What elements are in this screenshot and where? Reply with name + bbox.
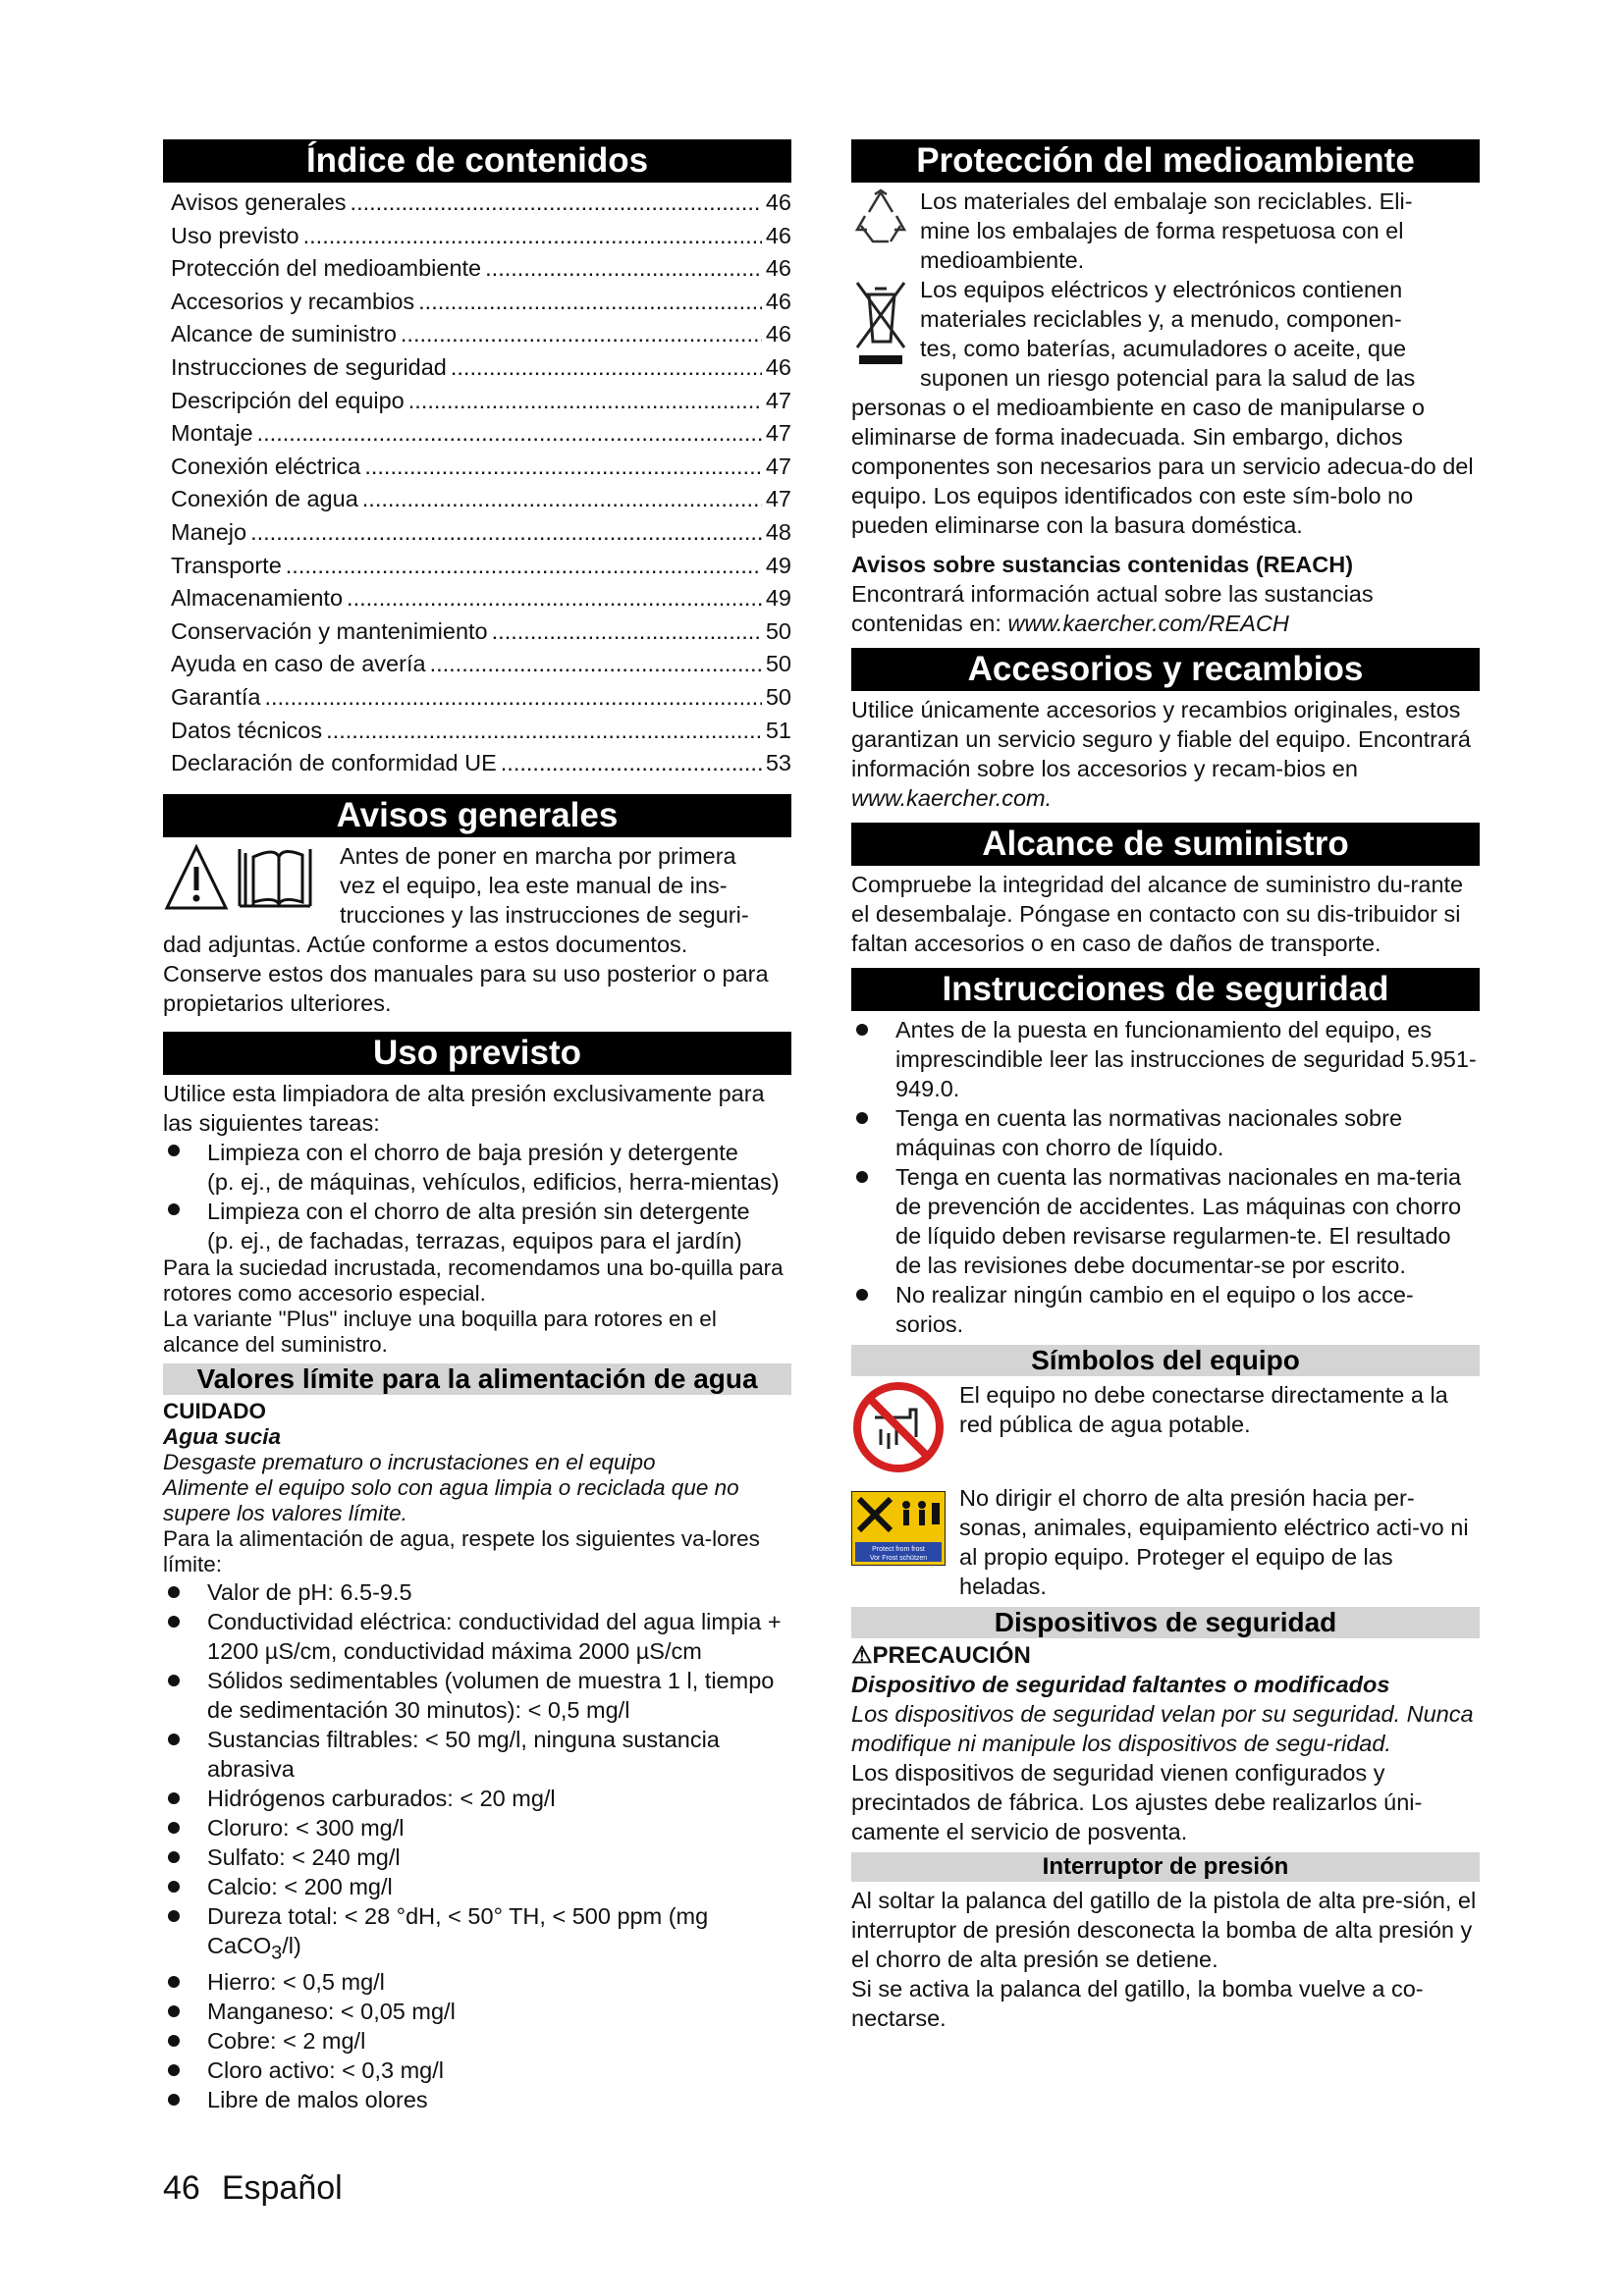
valores-heading: Valores límite para la alimentación de agua: [163, 1363, 791, 1395]
valores-intro: Para la alimentación de agua, respete los siguientes va-lores límite:: [163, 1525, 760, 1576]
interruptor-heading: Interruptor de presión: [851, 1852, 1480, 1882]
toc-entry-page: 53: [765, 750, 791, 776]
toc-entry-page: 46: [765, 288, 791, 314]
toc-leader: [485, 252, 762, 286]
toc-leader: [326, 715, 762, 748]
dispositivos-warn-title: Dispositivo de seguridad faltantes o modificados: [851, 1672, 1390, 1697]
toc-entry: [171, 351, 791, 385]
valores-warn-title: Agua sucia: [163, 1423, 282, 1449]
valores-item: Valor de pH: 6.5-9.5: [163, 1577, 791, 1607]
weee-line: suponen un riesgo potencial para la salud de las: [920, 365, 1416, 391]
dispositivos-heading: Dispositivos de seguridad: [851, 1607, 1480, 1638]
reach-text: Encontrará información actual sobre las sustancias contenidas en: www.kaercher.com/REACH: [851, 581, 1374, 636]
valores-item: Dureza total: < 28 °dH, < 50° TH, < 500 ppm (mg CaCO$_3$/l): [163, 1901, 791, 1968]
footer-language: Español: [221, 2169, 343, 2207]
symbol-no-drinking-water: [851, 1380, 1480, 1479]
toc-leader: [351, 187, 762, 220]
toc-entry-label: Ayuda en caso de avería: [171, 651, 426, 677]
left-column: [163, 139, 791, 2114]
toc-leader: [364, 451, 762, 484]
toc-entry-page: 50: [765, 683, 791, 710]
reach-title: Avisos sobre sustancias contenidas (REACH): [851, 552, 1354, 577]
toc-entry-page: 46: [765, 189, 791, 215]
toc-entry-label: Almacenamiento: [171, 585, 344, 612]
interruptor-p2: Si se activa la palanca del gatillo, la bomba vuelve a co-nectarse.: [851, 1976, 1424, 2031]
symbol-text: El equipo no debe conectarse directamente a la red pública de agua potable.: [959, 1382, 1448, 1437]
instrucciones-item: No realizar ningún cambio en el equipo o los acce-sorios.: [851, 1280, 1480, 1339]
reach-url: www.kaercher.com/REACH: [1007, 611, 1289, 636]
toc-entry: [171, 648, 791, 681]
uso-p1: Para la suciedad incrustada, recomendamos una bo-quilla para rotores como accesorio especial.: [163, 1255, 784, 1306]
toc-leader: [257, 417, 762, 451]
toc-entry-label: Avisos generales: [171, 189, 347, 215]
symbol-no-spray: [851, 1483, 1480, 1601]
instrucciones-item: Tenga en cuenta las normativas nacionales sobre máquinas con chorro de líquido.: [851, 1103, 1480, 1162]
weee-line: tes, como baterías, acumuladores o aceite, que: [920, 336, 1407, 361]
toc-entry-label: Uso previsto: [171, 222, 299, 248]
valores-item: Cloruro: < 300 mg/l: [163, 1813, 791, 1842]
accesorios-url: www.kaercher.com.: [851, 785, 1053, 811]
weee-line: Los equipos eléctricos y electrónicos contienen: [920, 277, 1403, 302]
uso-bullets: [163, 1138, 791, 1255]
toc-entry-label: Montaje: [171, 420, 253, 447]
toc-entry-label: Accesorios y recambios: [171, 288, 415, 314]
toc-entry-page: 47: [765, 486, 791, 512]
toc-entry: [171, 582, 791, 615]
toc-entry-label: Instrucciones de seguridad: [171, 353, 447, 380]
valores-item: Cobre: < 2 mg/l: [163, 2026, 791, 2056]
toc-entry: [171, 483, 791, 516]
toc-entry: [171, 516, 791, 550]
interruptor-p1: Al soltar la palanca del gatillo de la pistola de alta pre-sión, el interruptor de presión desconecta la bomba de alta presión y el chorro de alta presión se detiene.: [851, 1888, 1477, 1972]
accesorios-text: Utilice únicamente accesorios y recambios originales, estos garantizan un servicio seguro y fiable del equipo. Encontrará información sobre los accesorios y recam-bios en www.kaercher.com.: [851, 697, 1471, 811]
instrucciones-item: Tenga en cuenta las normativas nacionales en ma-teria de prevención de accidentes. Las máquinas con chorro de líquido deben revisarse regularmen-te. El resultado de las revisiones debe documentar-se por escrito.: [851, 1162, 1480, 1280]
uso-intro: Utilice esta limpiadora de alta presión exclusivamente para las siguientes tareas:: [163, 1080, 765, 1136]
valores-warn-action: Alimente el equipo solo con agua limpia o reciclada que no supere los valores límite.: [163, 1474, 739, 1525]
label-frost-de: Vor Frost schützen: [869, 1555, 928, 1562]
toc-entry-label: Conexión eléctrica: [171, 453, 361, 479]
recycle-line: medioambiente.: [920, 247, 1085, 273]
toc-leader: [430, 648, 762, 681]
toc-entry-page: 47: [765, 420, 791, 447]
instrucciones-heading: Instrucciones de seguridad: [851, 968, 1480, 1011]
toc-leader: [362, 483, 762, 516]
toc-entry-page: 48: [765, 518, 791, 545]
valores-item: Manganeso: < 0,05 mg/l: [163, 1997, 791, 2026]
label-frost-en: Protect from frost: [872, 1546, 925, 1553]
uso-p2: La variante "Plus" incluye una boquilla para rotores en el alcance del suministro.: [163, 1306, 717, 1357]
recycle-icon: [851, 187, 910, 245]
toc-entry: [171, 681, 791, 715]
alcance-heading: Alcance de suministro: [851, 823, 1480, 866]
valores-list: [163, 1577, 791, 2115]
valores-item: Sólidos sedimentables (volumen de muestra 1 l, tiempo de sedimentación 30 minutos): < 0,5 mg/l: [163, 1666, 791, 1725]
valores-warn-label: CUIDADO: [163, 1398, 266, 1423]
alcance-text: Compruebe la integridad del alcance de suministro du-rante el desembalaje. Póngase en contacto con su dis-tribuidor si faltan accesorios o en caso de daños de transporte.: [851, 872, 1464, 956]
recycle-line: mine los embalajes de forma respetuosa con el: [920, 218, 1404, 243]
recycle-line: Los materiales del embalaje son reciclables. Eli-: [920, 188, 1413, 214]
avisos-body: dad adjuntas. Actúe conforme a estos documentos. Conserve estos dos manuales para su uso posterior o para propietarios ulteriores.: [163, 931, 769, 1016]
toc-leader: [347, 582, 762, 615]
valores-item: Calcio: < 200 mg/l: [163, 1872, 791, 1901]
toc-leader: [250, 516, 762, 550]
toc-entry: [171, 550, 791, 583]
toc-leader: [286, 550, 762, 583]
instrucciones-item: Antes de la puesta en funcionamiento del equipo, es imprescindible leer las instrucciones de seguridad 5.951-949.0.: [851, 1015, 1480, 1103]
toc-entry: [171, 286, 791, 319]
toc-leader: [418, 286, 762, 319]
no-drinking-water-icon: [851, 1380, 946, 1474]
weee-line: materiales reciclables y, a menudo, componen-: [920, 306, 1402, 332]
symbol-text: No dirigir el chorro de alta presión hacia per-sonas, animales, equipamiento eléctrico acti-vo ni al propio equipo. Proteger el equipo de las heladas.: [959, 1485, 1469, 1599]
toc-entry-page: 49: [765, 585, 791, 612]
simbolos-heading: Símbolos del equipo: [851, 1345, 1480, 1376]
toc-leader: [401, 318, 762, 351]
toc-entry-page: 46: [765, 321, 791, 347]
accesorios-heading: Accesorios y recambios: [851, 648, 1480, 691]
toc-heading: Índice de contenidos: [163, 139, 791, 183]
toc-entry-label: Protección del medioambiente: [171, 255, 482, 282]
valores-item: Hierro: < 0,5 mg/l: [163, 1967, 791, 1997]
toc-entry: [171, 451, 791, 484]
toc-leader: [408, 385, 762, 418]
toc-entry-label: Manejo: [171, 518, 247, 545]
toc-entry-label: Conservación y mantenimiento: [171, 617, 488, 644]
valores-item: Conductividad eléctrica: conductividad del agua limpia + 1200 µS/cm, conductividad máxima 2000 µS/cm: [163, 1607, 791, 1666]
toc-entry-page: 46: [765, 222, 791, 248]
no-spray-frost-label-icon: [851, 1491, 946, 1566]
toc-entry-page: 46: [765, 353, 791, 380]
toc-entry: [171, 417, 791, 451]
toc-entry-page: 47: [765, 453, 791, 479]
crossed-bin-icon: [851, 275, 910, 373]
uso-bullet: Limpieza con el chorro de alta presión sin detergente (p. ej., de fachadas, terrazas, equipos para el jardín): [163, 1197, 791, 1255]
warning-book-icon: [163, 841, 340, 920]
warning-triangle-icon: ⚠: [851, 1642, 873, 1669]
weee-body: personas o el medioambiente en caso de manipularse o eliminarse de forma inadecuada. Sin embargo, dichos componentes son necesarios para un servicio adecua-do del equipo. Los equipos identificados con este sím-bolo no pueden eliminarse con la basura doméstica.: [851, 395, 1474, 538]
avisos-intro-line: vez el equipo, lea este manual de ins-: [340, 872, 728, 898]
toc-entry: [171, 747, 791, 780]
toc-entry-page: 47: [765, 387, 791, 413]
dispositivos-body: Los dispositivos de seguridad vienen configurados y precintados de fábrica. Los ajustes debe realizarlos úni-camente el servicio de posventa.: [851, 1760, 1423, 1844]
toc-leader: [501, 747, 762, 780]
valores-item: Hidrógenos carburados: < 20 mg/l: [163, 1784, 791, 1813]
uso-heading: Uso previsto: [163, 1032, 791, 1075]
toc-entry-label: Declaración de conformidad UE: [171, 750, 497, 776]
toc-leader: [451, 351, 762, 385]
toc-entry-page: 49: [765, 552, 791, 578]
valores-warn-text: Desgaste prematuro o incrustaciones en el equipo: [163, 1449, 656, 1474]
right-column: [851, 139, 1480, 2033]
medio-heading: Protección del medioambiente: [851, 139, 1480, 183]
avisos-intro-line: trucciones y las instrucciones de seguri-: [340, 901, 749, 928]
valores-item: Cloro activo: < 0,3 mg/l: [163, 2056, 791, 2085]
toc-entry: [171, 252, 791, 286]
toc-entry: [171, 715, 791, 748]
toc-entry-page: 46: [765, 255, 791, 282]
toc-list: [163, 187, 791, 780]
toc-entry-page: 50: [765, 617, 791, 644]
toc-entry: [171, 220, 791, 253]
toc-entry: [171, 318, 791, 351]
valores-item: Sulfato: < 240 mg/l: [163, 1842, 791, 1872]
dispositivos-warn-label: ⚠PRECAUCIÓN: [851, 1642, 1031, 1669]
toc-entry-page: 50: [765, 651, 791, 677]
toc-entry-label: Transporte: [171, 552, 282, 578]
toc-entry: [171, 385, 791, 418]
valores-item: Libre de malos olores: [163, 2085, 791, 2114]
toc-entry-label: Alcance de suministro: [171, 321, 397, 347]
toc-leader: [492, 615, 762, 649]
recycle-block: [851, 187, 1480, 275]
page-footer: [163, 2169, 364, 2208]
toc-entry-label: Conexión de agua: [171, 486, 358, 512]
toc-entry: [171, 187, 791, 220]
toc-entry-label: Descripción del equipo: [171, 387, 405, 413]
toc-entry-label: Garantía: [171, 683, 261, 710]
valores-item: Sustancias filtrables: < 50 mg/l, ninguna sustancia abrasiva: [163, 1725, 791, 1784]
page-number: 46: [163, 2169, 200, 2207]
avisos-intro-line: Antes de poner en marcha por primera: [340, 842, 736, 869]
avisos-intro: [163, 841, 791, 930]
toc-entry: [171, 615, 791, 649]
toc-leader: [264, 681, 761, 715]
toc-entry-page: 51: [765, 717, 791, 743]
weee-block: [851, 275, 1480, 393]
uso-bullet: Limpieza con el chorro de baja presión y detergente (p. ej., de máquinas, vehículos, edificios, herra-mientas): [163, 1138, 791, 1197]
dispositivos-warn-text: Los dispositivos de seguridad velan por su seguridad. Nunca modifique ni manipule los dispositivos de segu-ridad.: [851, 1701, 1474, 1756]
toc-leader: [303, 220, 762, 253]
instrucciones-list: [851, 1015, 1480, 1339]
toc-entry-label: Datos técnicos: [171, 717, 323, 743]
avisos-heading: Avisos generales: [163, 794, 791, 837]
